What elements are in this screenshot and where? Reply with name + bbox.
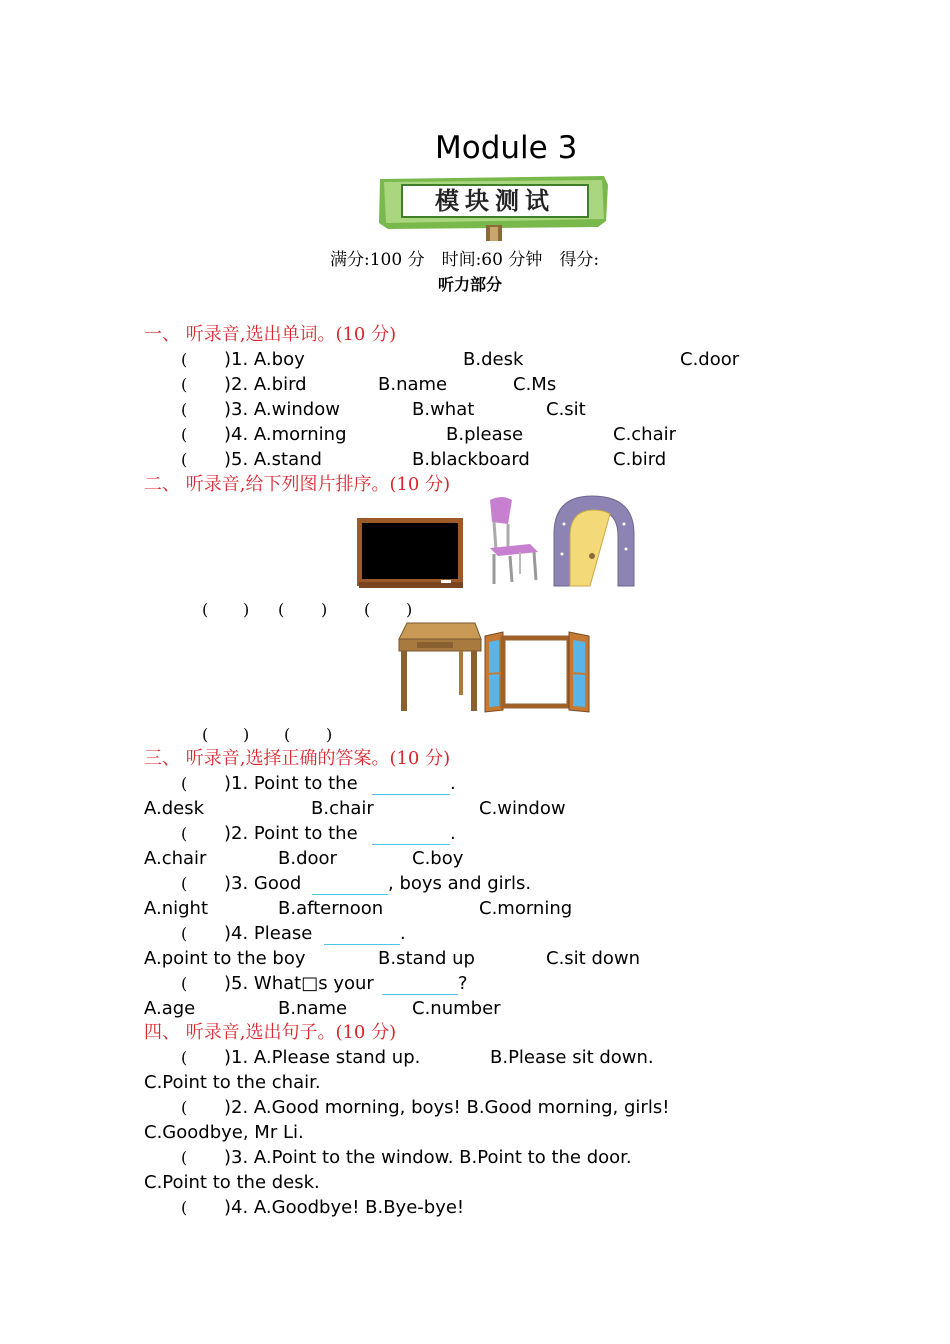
answer-blank[interactable] (312, 878, 388, 895)
answer-blank[interactable] (382, 978, 458, 995)
module-test-banner (376, 173, 612, 243)
window-icon (483, 630, 591, 714)
part-heading: 听力部分 (438, 275, 503, 294)
section-2-heading: 二、 听录音,给下列图片排序。(10 分) (144, 474, 451, 495)
chair-icon (484, 494, 544, 588)
door-arch-icon (552, 494, 636, 588)
section-1-heading: 一、 听录音,选出单词。(10 分) (144, 324, 397, 345)
s1-item-3: )3. A.window (224, 399, 340, 420)
s1-item-2: )2. A.bird (224, 374, 307, 395)
answer-blank[interactable] (324, 928, 400, 945)
section-3-heading: 三、 听录音,选择正确的答案。(10 分) (144, 748, 451, 769)
score-time-line: 满分:100 分 时间:60 分钟 得分: (330, 250, 600, 270)
s1-item-4: )4. A.morning (224, 424, 347, 445)
page-title: Module 3 (435, 130, 578, 166)
answer-blank[interactable] (372, 778, 450, 795)
banner-text: 模块测试 (435, 186, 555, 215)
s1-item-5: )5. A.stand (224, 449, 322, 470)
desk-icon (397, 621, 483, 713)
section-4-heading: 四、 听录音,选出句子。(10 分) (144, 1022, 397, 1043)
blackboard-icon (357, 518, 465, 590)
answer-blank[interactable] (372, 828, 450, 845)
s1-item-1: )1. A.boy (224, 349, 305, 370)
